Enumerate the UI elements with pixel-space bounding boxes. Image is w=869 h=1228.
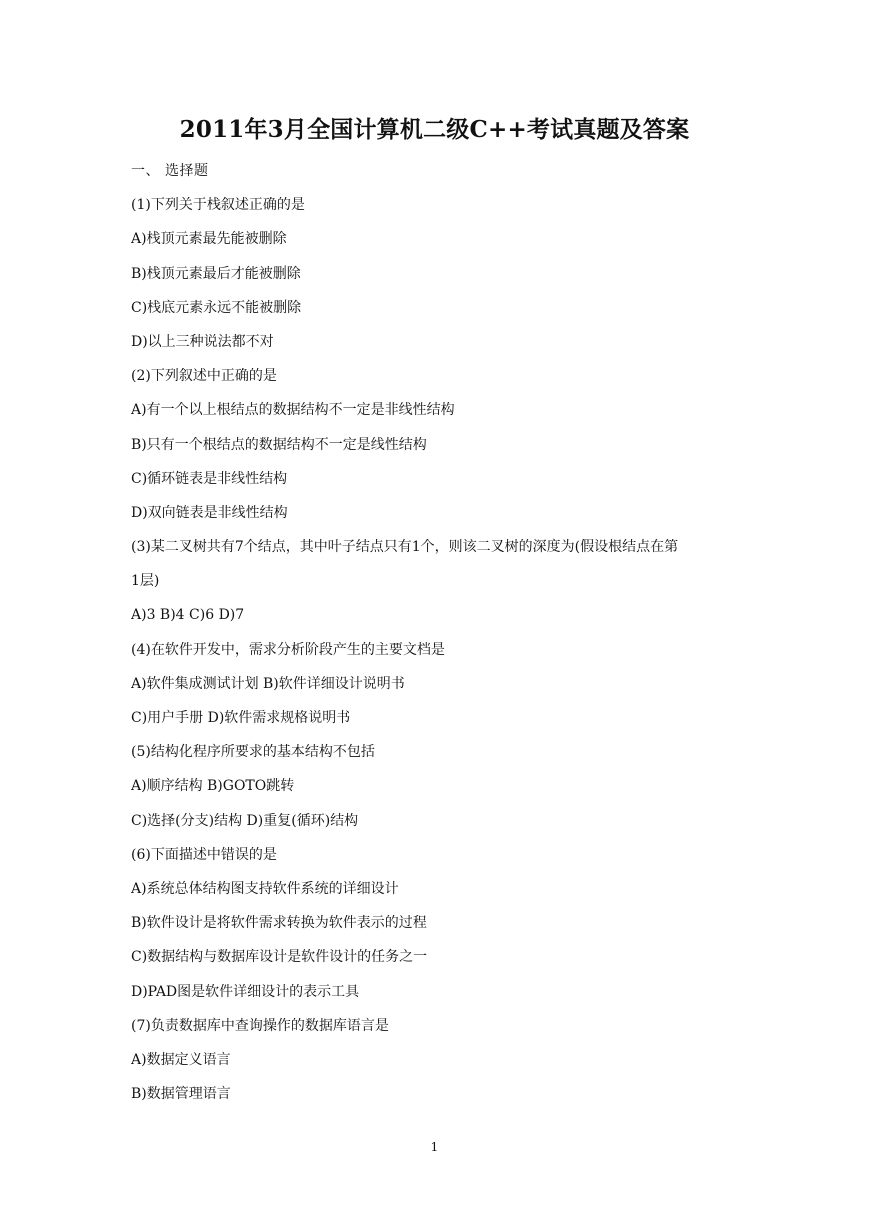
document-title: 2011年3月全国计算机二级C++考试真题及答案: [179, 116, 690, 143]
document-body: [131, 154, 751, 1111]
question-7-option-b: B)数据管理语言: [131, 1086, 231, 1103]
question-6: (6)下面描述中错误的是: [131, 846, 277, 863]
question-2-option-d: D)双向链表是非线性结构: [131, 504, 288, 521]
question-7: (7)负责数据库中查询操作的数据库语言是: [131, 1017, 389, 1034]
question-3: (3)某二叉树共有7个结点，其中叶子结点只有1个，则该二叉树的深度为(假设根结点在第: [131, 539, 679, 556]
question-6-option-b: B)软件设计是将软件需求转换为软件表示的过程: [131, 915, 427, 932]
section-heading: 一、 选择题: [131, 163, 209, 179]
question-6-option-d: D)PAD图是软件详细设计的表示工具: [131, 983, 360, 1000]
question-1-option-c: C)栈底元素永远不能被删除: [131, 299, 302, 316]
question-4: (4)在软件开发中，需求分析阶段产生的主要文档是: [131, 641, 445, 658]
question-1-option-b: B)栈顶元素最后才能被删除: [131, 265, 301, 282]
question-1: (1)下列关于栈叙述正确的是: [131, 197, 305, 214]
question-2-option-c: C)循环链表是非线性结构: [131, 470, 288, 487]
question-6-option-c: C)数据结构与数据库设计是软件设计的任务之一: [131, 949, 428, 966]
question-3-options: A)3 B)4 C)6 D)7: [131, 607, 245, 624]
question-2: (2)下列叙述中正确的是: [131, 368, 277, 385]
question-5-options-cd: C)选择(分支)结构 D)重复(循环)结构: [131, 812, 359, 829]
question-1-option-d: D)以上三种说法都不对: [131, 333, 274, 350]
question-7-option-a: A)数据定义语言: [131, 1051, 231, 1068]
page-number: 1: [430, 1140, 439, 1154]
question-5: (5)结构化程序所要求的基本结构不包括: [131, 744, 375, 761]
question-6-option-a: A)系统总体结构图支持软件系统的详细设计: [131, 880, 399, 897]
question-2-option-a: A)有一个以上根结点的数据结构不一定是非线性结构: [131, 402, 455, 419]
question-4-options-ab: A)软件集成测试计划 B)软件详细设计说明书: [131, 675, 405, 692]
question-3-continued: 1层): [131, 573, 160, 590]
question-4-options-cd: C)用户手册 D)软件需求规格说明书: [131, 710, 351, 726]
question-5-options-ab: A)顺序结构 B)GOTO跳转: [131, 778, 295, 795]
question-2-option-b: B)只有一个根结点的数据结构不一定是线性结构: [131, 436, 427, 453]
question-1-option-a: A)栈顶元素最先能被删除: [131, 231, 287, 248]
